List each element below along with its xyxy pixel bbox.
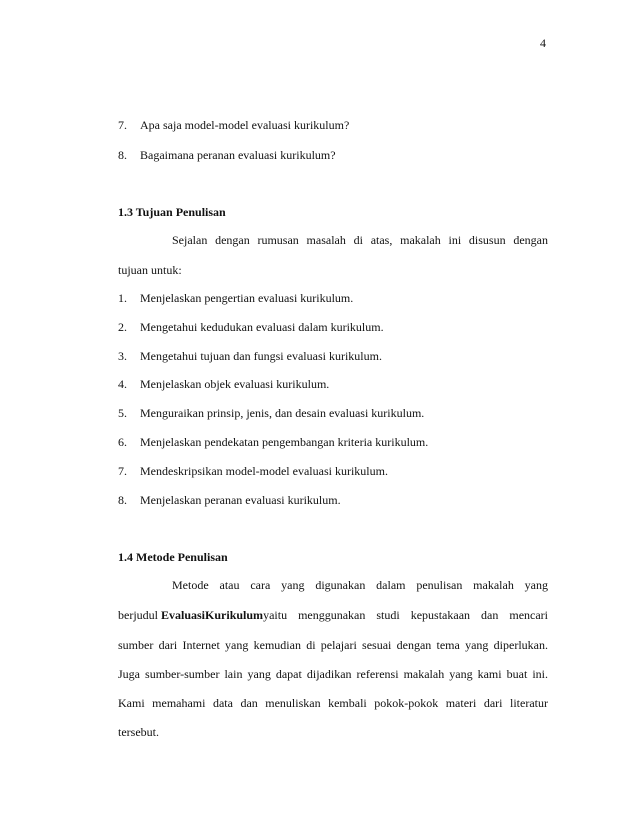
list-number: 7. — [118, 118, 127, 132]
section-heading-metode: 1.4 Metode Penulisan — [118, 550, 228, 564]
list-number: 4. — [118, 377, 127, 391]
paragraph-line: Metode atau cara yang digunakan dalam penulisan makalah yang — [172, 578, 548, 592]
section-heading-tujuan: 1.3 Tujuan Penulisan — [118, 205, 226, 219]
paragraph-line-title — [118, 608, 548, 623]
list-item: Menjelaskan objek evaluasi kurikulum. — [140, 377, 330, 391]
list-number: 5. — [118, 406, 127, 420]
list-number: 7. — [118, 464, 127, 478]
title-kurikulum: Kurikulum — [205, 608, 264, 622]
list-item: Menjelaskan pendekatan pengembangan kriteria kurikulum. — [140, 435, 429, 449]
paragraph-line: Juga sumber-sumber lain yang dapat dijadikan referensi makalah yang kami buat ini. — [118, 667, 548, 681]
list-number: 2. — [118, 320, 127, 334]
list-number: 8. — [118, 493, 127, 507]
page-number: 4 — [540, 36, 546, 50]
title-evaluasi: Evaluasi — [161, 608, 206, 622]
paragraph-line: Sejalan dengan rumusan masalah di atas, makalah ini disusun dengan — [172, 233, 548, 247]
text-post: yaitu menggunakan studi kepustakaan dan mencari — [263, 608, 548, 622]
list-number: 6. — [118, 435, 127, 449]
paragraph-line: tersebut. — [118, 725, 159, 739]
text-berjudul — [118, 608, 205, 623]
list-item: Mendeskripsikan model-model evaluasi kurikulum. — [140, 464, 388, 478]
list-item: Menjelaskan peranan evaluasi kurikulum. — [140, 493, 341, 507]
list-item: Mengetahui kedudukan evaluasi dalam kurikulum. — [140, 320, 384, 334]
list-number: 1. — [118, 291, 127, 305]
paragraph-line: sumber dari Internet yang kemudian di pelajari sesuai dengan tema yang diperlukan. — [118, 638, 548, 652]
text-pre: berjudul — [118, 608, 158, 622]
paragraph-line: tujuan untuk: — [118, 263, 182, 277]
list-item: Bagaimana peranan evaluasi kurikulum? — [140, 148, 336, 162]
list-item: Mengetahui tujuan dan fungsi evaluasi kurikulum. — [140, 349, 382, 363]
list-item: Menguraikan prinsip, jenis, dan desain evaluasi kurikulum. — [140, 406, 425, 420]
list-item: Menjelaskan pengertian evaluasi kurikulum. — [140, 291, 354, 305]
list-number: 3. — [118, 349, 127, 363]
list-number: 8. — [118, 148, 127, 162]
list-item: Apa saja model-model evaluasi kurikulum? — [140, 118, 350, 132]
paragraph-line: Kami memahami data dan menuliskan kembali pokok-pokok materi dari literatur — [118, 696, 548, 710]
